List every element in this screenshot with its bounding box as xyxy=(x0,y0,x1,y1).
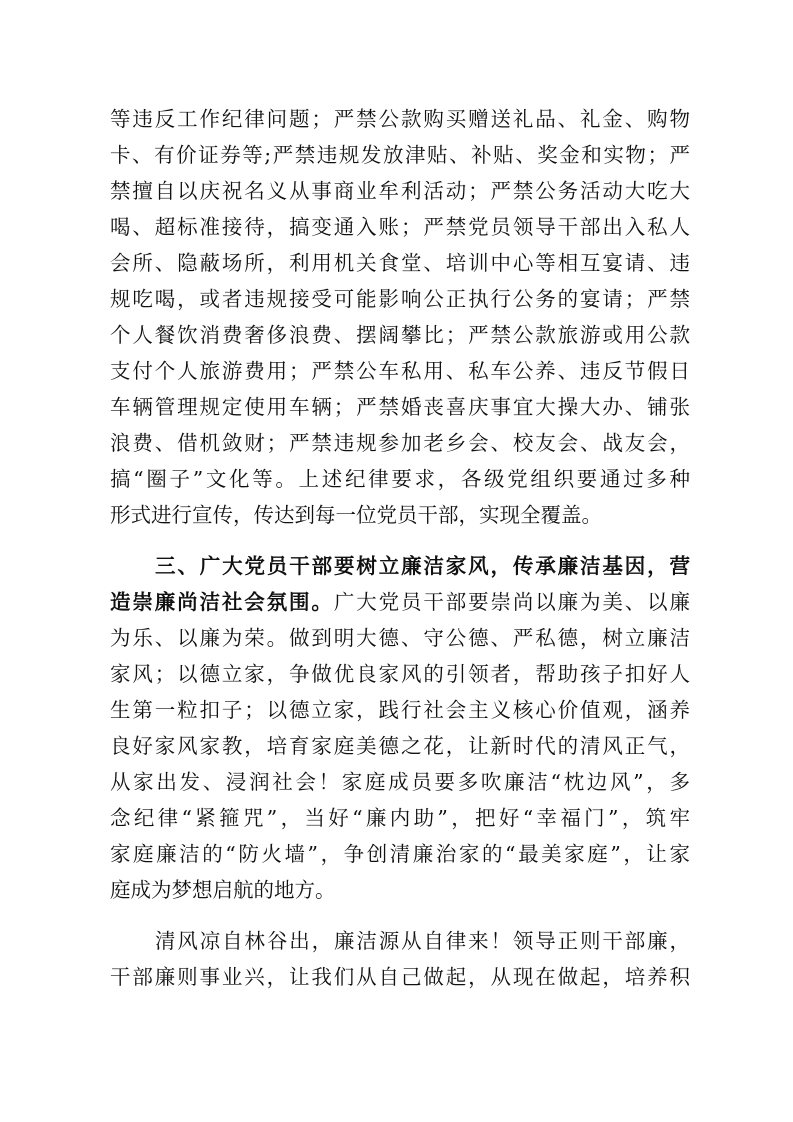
body-text-line: 个人餐饮消费奢侈浪费、摆阔攀比；严禁公款旅游或用公款 xyxy=(110,323,690,347)
body-text-line: 形式进行宣传，传达到每一位党员干部，实现全覆盖。 xyxy=(110,503,602,527)
body-text-line: 会所、隐蔽场所，利用机关食堂、培训中心等相互宴请、违 xyxy=(110,251,690,275)
body-text-line: 为乐、以廉为荣。做到明大德、守公德、严私德，树立廉洁 xyxy=(110,626,690,650)
section-heading: 三、广大党员干部要树立廉洁家风，传承廉洁基因，营 xyxy=(155,554,690,578)
body-text-line: 良好家风家教，培育家庭美德之花，让新时代的清风正气， xyxy=(110,734,690,758)
body-text-line: 念纪律“紧箍咒”，当好“廉内助”，把好“幸福门”，筑牢 xyxy=(110,806,690,830)
body-text-line: 生第一粒扣子；以德立家，践行社会主义核心价值观，涵养 xyxy=(110,698,690,722)
body-text-line: 喝、超标准接待，搞变通入账；严禁党员领导干部出入私人 xyxy=(110,215,690,239)
body-text-line: 卡、有价证券等;严禁违规发放津贴、补贴、奖金和实物；严 xyxy=(110,143,690,167)
body-text-line: 干部廉则事业兴，让我们从自己做起，从现在做起，培养积 xyxy=(110,965,690,989)
body-text-line: 车辆管理规定使用车辆；严禁婚丧喜庆事宜大操大办、铺张 xyxy=(110,395,690,419)
body-text-line: 等违反工作纪律问题；严禁公款购买赠送礼品、礼金、购物 xyxy=(110,107,690,131)
paragraph-first-line: 清风凉自林谷出，廉洁源从自律来！领导正则干部廉， xyxy=(155,929,690,953)
section-heading-continuation: 造崇廉尚洁社会氛围。 xyxy=(110,590,334,614)
paragraph-text: 广大党员干部要崇尚以廉为美、以廉 xyxy=(333,590,690,614)
body-text-line: 家庭廉洁的“防火墙”，争创清廉治家的“最美家庭”，让家 xyxy=(110,842,690,866)
body-text-line: 规吃喝，或者违规接受可能影响公正执行公务的宴请；严禁 xyxy=(110,287,690,311)
body-text-line: 搞“圈子”文化等。上述纪律要求，各级党组织要通过多种 xyxy=(110,467,690,491)
paragraph-line xyxy=(110,584,690,620)
body-text-line: 支付个人旅游费用；严禁公车私用、私车公养、违反节假日 xyxy=(110,359,690,383)
body-text-line: 从家出发、浸润社会！家庭成员要多吹廉洁“枕边风”，多 xyxy=(110,770,690,794)
body-text-line: 禁擅自以庆祝名义从事商业牟利活动；严禁公务活动大吃大 xyxy=(110,179,690,203)
body-text-line: 浪费、借机敛财；严禁违规参加老乡会、校友会、战友会， xyxy=(110,431,690,455)
body-text-line: 庭成为梦想启航的地方。 xyxy=(110,878,336,902)
body-text-line: 家风；以德立家，争做优良家风的引领者，帮助孩子扣好人 xyxy=(110,662,690,686)
